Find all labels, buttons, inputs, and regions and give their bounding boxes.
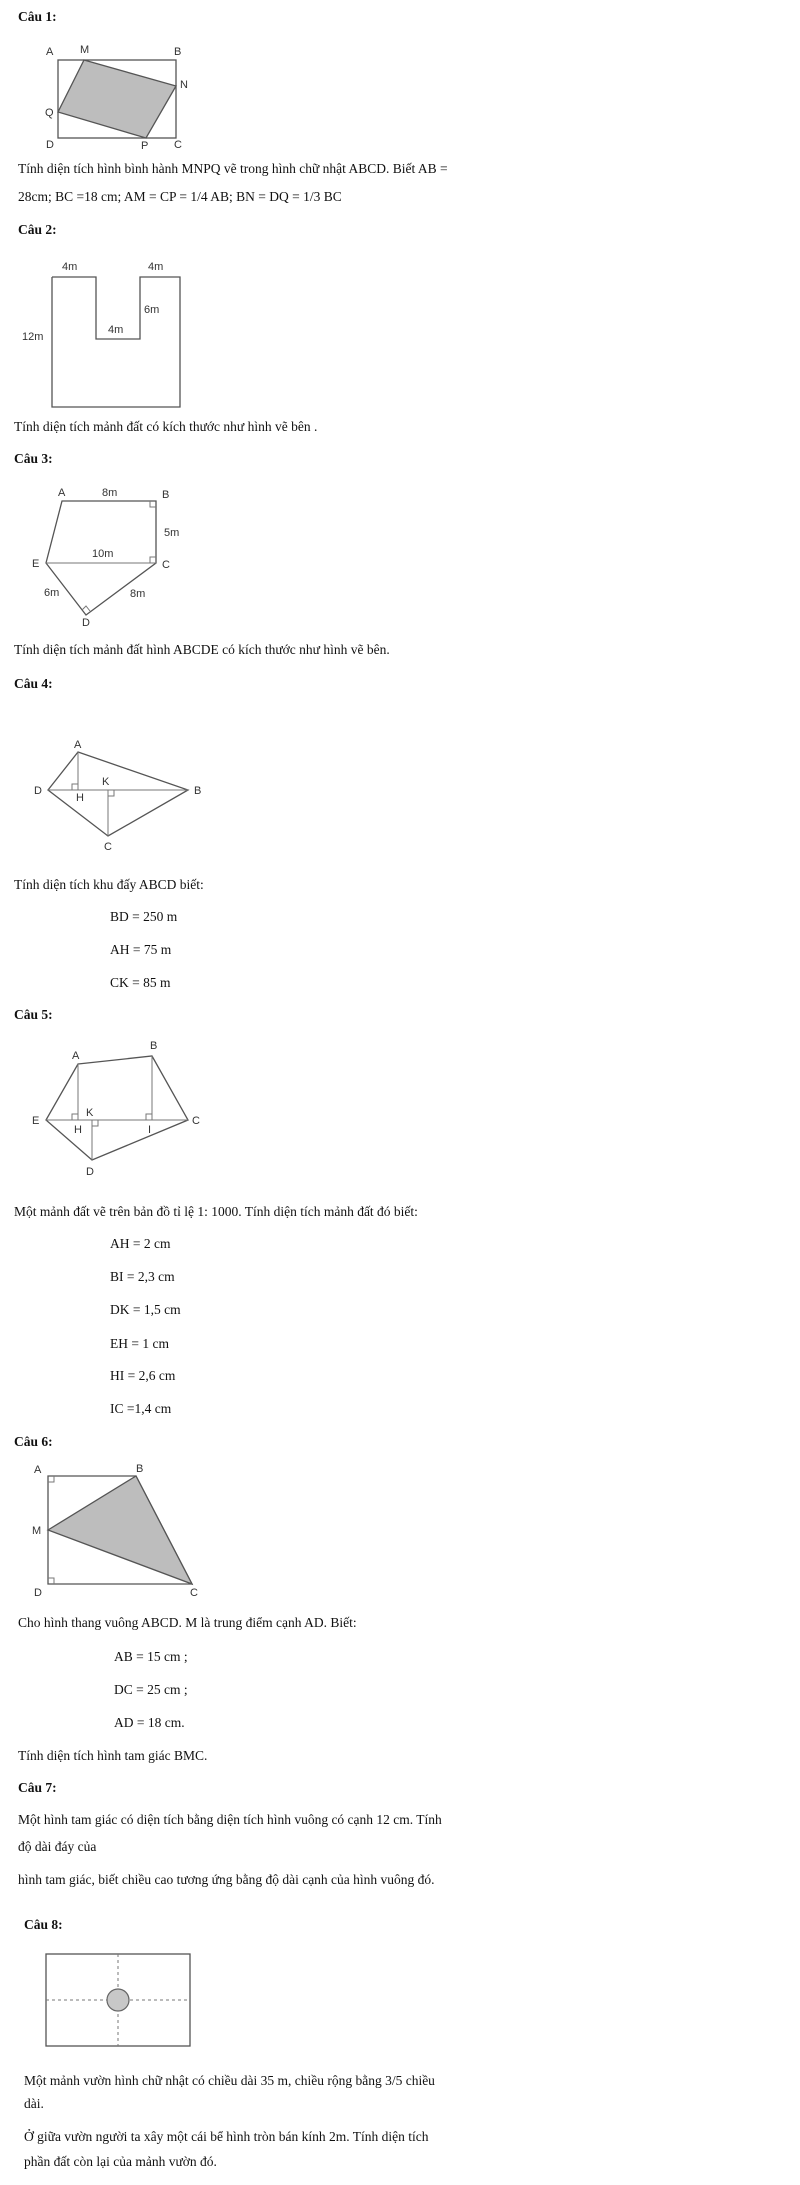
q1-label-c: C	[174, 139, 182, 151]
q4-figure-quadrilateral-abcd	[20, 738, 210, 856]
q4-label-k: K	[102, 776, 110, 788]
q5-label-h: H	[74, 1124, 82, 1136]
q2-label-height: 12m	[22, 331, 44, 343]
q2-label-top-left: 4m	[62, 261, 78, 273]
q1-heading: Câu 1:	[18, 9, 57, 24]
q2-label-top-right: 4m	[148, 261, 164, 273]
q1-label-d: D	[46, 139, 54, 151]
q5-label-a: A	[72, 1050, 80, 1062]
q3-label-bc: 5m	[164, 527, 180, 539]
q6-label-a: A	[34, 1464, 42, 1476]
q1-label-n: N	[180, 79, 188, 91]
q6-label-d: D	[34, 1587, 42, 1599]
q5-label-k: K	[86, 1107, 94, 1119]
q8-text-line1: Một mảnh vườn hình chữ nhật có chiều dài 35 m, chiều rộng bằng 3/5 chiều	[24, 2073, 435, 2088]
q3-label-ab: 8m	[102, 487, 118, 499]
q2-heading: Câu 2:	[18, 222, 57, 237]
q5-intro: Một mảnh đất vẽ trên bản đồ tỉ lệ 1: 1000. Tính diện tích mảnh đất đó biết:	[14, 1204, 418, 1219]
q3-figure-pentagon-abcde	[20, 485, 195, 627]
q1-label-q: Q	[45, 107, 54, 119]
q5-given-hi: HI = 2,6 cm	[110, 1368, 176, 1383]
q5-label-c: C	[192, 1115, 200, 1127]
q8-text-line2: dài.	[24, 2096, 44, 2111]
q2-text: Tính diện tích mảnh đất có kích thước như hình vẽ bên .	[14, 419, 318, 434]
q1-text-line2: 28cm; BC =18 cm; AM = CP = 1/4 AB; BN = DQ = 1/3 BC	[18, 189, 342, 204]
q6-figure-trapezoid-abcd	[22, 1460, 212, 1600]
q7-text-line2: độ dài đáy của	[18, 1839, 97, 1854]
q5-label-i: I	[148, 1124, 152, 1136]
q6-given-ad: AD = 18 cm.	[114, 1715, 185, 1730]
q6-label-m: M	[32, 1525, 42, 1537]
q3-label-ed: 6m	[44, 587, 60, 599]
q1-text-line1: Tính diện tích hình bình hành MNPQ vẽ trong hình chữ nhật ABCD. Biết AB =	[18, 161, 448, 176]
q4-given-bd: BD = 250 m	[110, 909, 178, 924]
q2-label-inner-height: 6m	[144, 304, 160, 316]
q4-heading: Câu 4:	[14, 676, 53, 691]
q5-label-e: E	[32, 1115, 40, 1127]
q5-given-bi: BI = 2,3 cm	[110, 1269, 175, 1284]
q3-label-c: C	[162, 559, 170, 571]
q7-text-line3: hình tam giác, biết chiều cao tương ứng bằng độ dài cạnh của hình vuông đó.	[18, 1872, 435, 1887]
q4-label-a: A	[74, 739, 82, 751]
q7-text-line1: Một hình tam giác có diện tích bằng diện tích hình vuông có cạnh 12 cm. Tính	[18, 1812, 442, 1827]
q2-label-inner-width: 4m	[108, 324, 124, 336]
q4-intro: Tính diện tích khu đấy ABCD biết:	[14, 877, 204, 892]
q3-label-a: A	[58, 487, 66, 499]
q5-figure-pentagon-abcde	[22, 1032, 212, 1178]
q3-heading: Câu 3:	[14, 451, 53, 466]
q4-label-c: C	[104, 841, 112, 853]
q1-figure-rectangle-mnpq	[40, 40, 200, 152]
q1-label-a: A	[46, 46, 54, 58]
q6-heading: Câu 6:	[14, 1434, 53, 1449]
q5-given-ah: AH = 2 cm	[110, 1236, 171, 1251]
q3-label-dc: 8m	[130, 588, 146, 600]
q8-figure-garden-with-pool	[44, 1950, 194, 2052]
q5-heading: Câu 5:	[14, 1007, 53, 1022]
q1-label-p: P	[141, 140, 149, 152]
q5-given-dk: DK = 1,5 cm	[110, 1302, 181, 1317]
q5-given-eh: EH = 1 cm	[110, 1336, 169, 1351]
q2-figure-land-plot	[18, 255, 193, 413]
q7-heading: Câu 7:	[18, 1780, 57, 1795]
q3-label-e: E	[32, 558, 40, 570]
q6-label-c: C	[190, 1587, 198, 1599]
q3-text: Tính diện tích mảnh đất hình ABCDE có kích thước như hình vẽ bên.	[14, 642, 390, 657]
q4-label-b: B	[194, 785, 202, 797]
q3-label-b: B	[162, 489, 170, 501]
q6-label-b: B	[136, 1463, 144, 1475]
q1-label-m: M	[80, 44, 90, 56]
q3-label-ec: 10m	[92, 548, 114, 560]
q6-given-dc: DC = 25 cm ;	[114, 1682, 188, 1697]
q4-given-ck: CK = 85 m	[110, 975, 171, 990]
q4-label-h: H	[76, 792, 84, 804]
q5-label-b: B	[150, 1040, 158, 1052]
q5-given-ic: IC =1,4 cm	[110, 1401, 172, 1416]
q6-intro: Cho hình thang vuông ABCD. M là trung điểm cạnh AD. Biết:	[18, 1615, 357, 1630]
q4-label-d: D	[34, 785, 42, 797]
q8-text-line4: phần đất còn lại của mảnh vườn đó.	[24, 2154, 217, 2169]
q5-label-d: D	[86, 1166, 94, 1178]
q8-heading: Câu 8:	[24, 1917, 63, 1932]
q4-given-ah: AH = 75 m	[110, 942, 172, 957]
q3-label-d: D	[82, 617, 90, 627]
q8-text-line3: Ở giữa vườn người ta xây một cái bể hình tròn bán kính 2m. Tính diện tích	[24, 2129, 429, 2144]
q1-label-b: B	[174, 46, 182, 58]
q6-outro: Tính diện tích hình tam giác BMC.	[18, 1748, 208, 1763]
q6-given-ab: AB = 15 cm ;	[114, 1649, 188, 1664]
